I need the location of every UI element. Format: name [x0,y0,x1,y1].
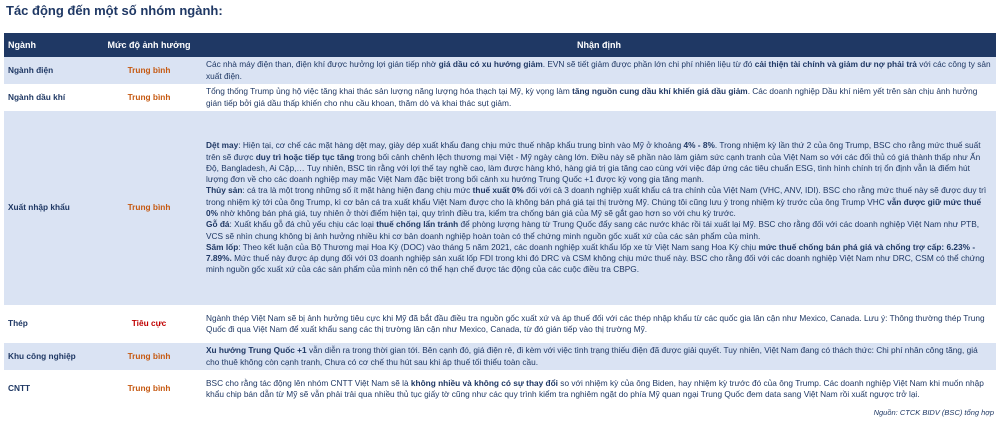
table-row [4,305,996,343]
bold-text-run: giá dầu có xu hướng giảm [438,59,543,70]
text-run: . Các doanh nghiệp Dầu khí niêm yết trên sàn chịu ảnh hưởng gián tiếp bởi giá dầu thấp khiến cho nhu cầu khoan, thăm dò và khai thác sụt giảm. [206,86,978,108]
page-title: Tác động đến một số nhóm ngành: [6,3,223,18]
assessment-paragraph [206,219,992,242]
bold-text-run: mức thuế chống bán phá giá và chống trợ cấp: 6.23% - 7.89%. [206,241,976,264]
bold-text-run: thuế xuất 0% [472,185,524,196]
sector-impact-table [4,33,996,408]
bold-text-run: Thủy sản [206,185,243,196]
text-run: : Hiện tại, cơ chế các mặt hàng dệt may, giày dép xuất khẩu đang chịu mức thuế nhập khẩu trung bình vào Mỹ ở khoảng [238,140,684,151]
sector-name: CNTT [8,383,31,394]
text-run: nhờ không bán phá giá, tuy nhiên ở thời điểm hiện tại, quy trình điều tra, kiểm tra chống bán giá của Mỹ sẽ gắt gao hơn so với chu kỳ trước. [218,208,736,218]
assessment-text [202,57,996,84]
impact-level: Trung bình [96,111,202,305]
text-run: Các nhà máy điện than, điện khí được hưởng lợi gián tiếp nhờ [206,59,439,70]
sector-name: Ngành dầu khí [8,91,66,102]
table-row [4,343,996,370]
text-run: vẫn diễn ra trong thời gian tới. Bên cạnh đó, giá điện rẻ, đi kèm với việc tình trạng thiếu điện đã được giải quyết. Tuy nhiên, Việt Nam đang có thách thức: Chi phí nhân công tăng, giá cho thuê không còn cạnh tranh, Chưa có cơ chế thu hút sau khi áp thuế tối thiểu toàn cầu. [206,345,978,367]
header-assessment: Nhận định [202,33,996,57]
assessment-paragraph [206,242,992,276]
assessment-text [202,84,996,111]
text-run: . Trong nhiệm kỳ lần thứ 2 của ông Trump, BSC cho rằng mức thuế suất trên sẽ được [206,140,981,162]
bold-text-run: vẫn được giữ mức thuế 0% [206,196,982,218]
text-run: . EVN sẽ tiết giảm được phần lớn chi phí nhiên liệu từ đó [542,59,755,70]
text-run: : Theo kết luận của Bộ Thương mại Hoa Kỳ (DOC) vào tháng 5 năm 2021, các doanh nghiệp xuất khẩu lốp xe từ Việt Nam sang Hoa Kỳ chịu [238,241,759,252]
assessment-text [202,343,996,370]
text-run: trong bối cảnh chênh lệch thương mại Việt - Mỹ ngày càng lớn. Điều này sẽ phần nào làm giảm sức cạnh tranh của Việt Nam so với các đối thủ có giá thành thấp như Ấn Độ, Bangladesh, Ai Cập,… Tuy nhiên, BSC tin rằng với lợi thế tay nghề cao, làm được hàng khó, hàng giá trị gia tăng cao cùng với việc đáp ứng các tiêu chuẩn ESG, tình hình chính trị ổn định vẫn là điểm hút lượng đơn về cho các doanh nghiệp may mặc Việt Nam đặc biệt trong bối cảnh xu hướng Trung Quốc +1 được kỳ vọng gia tăng mạnh. [206,151,981,185]
table-header-row [4,33,996,57]
bold-text-run: 4% - 8% [683,140,715,151]
text-run: đối với cả 3 doanh nghiệp xuất khẩu cá tra chính của Việt Nam (VHC, ANV, IDI). BSC cho rằng mức thuế này sẽ được duy trì trong nhiệm kỳ tới của ông Trump, kì cơ bản cá tra xuất khẩu Việt Nam được cho là không bán phá giá tại thị trường Mỹ. Chúng tôi cũng lưu ý trong nhiệm kỳ trước của ông Trump VHC [206,185,987,207]
bold-text-run: Săm lốp [206,241,239,252]
sector-name: Ngành điện [4,57,96,84]
table-row [4,57,996,84]
assessment-paragraph [206,378,992,401]
impact-level: Trung bình [127,383,171,394]
impact-level: Tiêu cực [131,318,167,329]
text-run: BSC cho rằng tác động lên nhóm CNTT Việt Nam sẽ là [206,377,411,388]
bold-text-run: Dệt may [206,140,239,151]
bold-text-run: duy trì hoặc tiếp tục tăng [255,151,355,162]
assessment-paragraph [206,313,992,336]
header-impact: Mức độ ảnh hưởng [96,33,202,57]
assessment-paragraph [206,345,992,368]
text-run: Ngành thép Việt Nam sẽ bị ảnh hưởng tiêu cực khi Mỹ đã bắt đầu điều tra nguồn gốc xuất xứ và áp thuế đối với các thép nhập khẩu từ các quốc gia lân cận như Mexico, Canada. Lưu ý: Thông thường thép Trung Quốc đi qua Việt Nam để xuất khẩu sang các thị trường lân cận như Mexico, Canada, từ đó gián tiếp vào thị trường Mỹ. [206,312,985,334]
assessment-text [202,111,996,305]
impact-level: Trung bình [96,57,202,84]
assessment-paragraph [206,86,992,109]
assessment-paragraph [206,185,992,219]
impact-level: Trung bình [96,343,202,370]
sector-name: Xuất nhập khẩu [4,111,96,305]
bold-text-run: Xu hướng Trung Quốc +1 [206,345,307,356]
sector-name: Thép [8,318,28,329]
sector-name: Khu công nghiệp [4,343,96,370]
bold-text-run: thuế chống lẩn tránh [376,219,459,230]
assessment-paragraph [206,59,992,82]
table-row [4,84,996,111]
assessment-text [202,370,996,408]
impact-level: Trung bình [127,91,171,102]
text-run: : cá tra là một trong những số ít mặt hàng hiện đang chịu mức [242,185,473,196]
assessment-paragraph [206,140,992,185]
bold-text-run: tăng nguồn cung dầu khí khiến giá dầu giảm [572,86,748,97]
table-row [4,111,996,305]
header-sector: Ngành [4,33,96,57]
text-run: với các công ty sản xuất điện. [206,59,991,81]
text-run: so với nhiệm kỳ của ông Biden, hay nhiệm kỳ trước đó của ông Trump. Các doanh nghiệp Việt Nam khi muốn nhập khẩu chip bán dẫn từ Mỹ sẽ vẫn phải trải qua nhiều thủ tục giấy tờ cũng như các quy trình kiểm tra nghiêm ngặt do phía Mỹ quan ngại Trung Quốc đem data sang Việt Nam rồi xuất ngược trở lại. [206,377,984,399]
text-run: để phòng lượng hàng từ Trung Quốc đẩy sang các nước khác rồi tái xuất lại Mỹ. BSC cho rằng đối với các doanh nghiệp Việt Nam như PTB, VCS sẽ nhìn chung không bị ảnh hưởng nhiều khi cơ bản doanh nghiệp hoàn toàn có thể chứng minh nguồn gốc xuất xứ của các sản phẩm của mình. [206,219,980,241]
table-row [4,370,996,408]
text-run: Tổng thống Trump ủng hộ việc tăng khai thác sản lượng năng lượng hóa thạch tại Mỹ, kỳ vọng làm [206,86,573,97]
bold-text-run: không nhiều và không có sự thay đổi [410,377,558,388]
assessment-text [202,305,996,343]
source-note: Nguồn: CTCK BIDV (BSC) tổng hợp [873,408,994,417]
bold-text-run: Gỗ đá [206,219,230,230]
bold-text-run: cải thiện tài chính và giảm dư nợ phải trả [754,59,917,70]
text-run: Mức thuế này được áp dụng đối với 03 doanh nghiệp sản xuất lốp FDI trong khi đó DRC và CSM không chịu mức thuế này. BSC cho rằng đối với các doanh nghiệp Việt Nam như DRC, CSM có thể chứng minh nguồn gốc xuất xứ của các sản phẩm của mình nên có thể hạn chế được tác động của các cuộc điều tra CBPG. [206,253,985,275]
text-run: : Xuất khẩu gỗ đá chủ yếu chịu các loại [229,219,377,230]
